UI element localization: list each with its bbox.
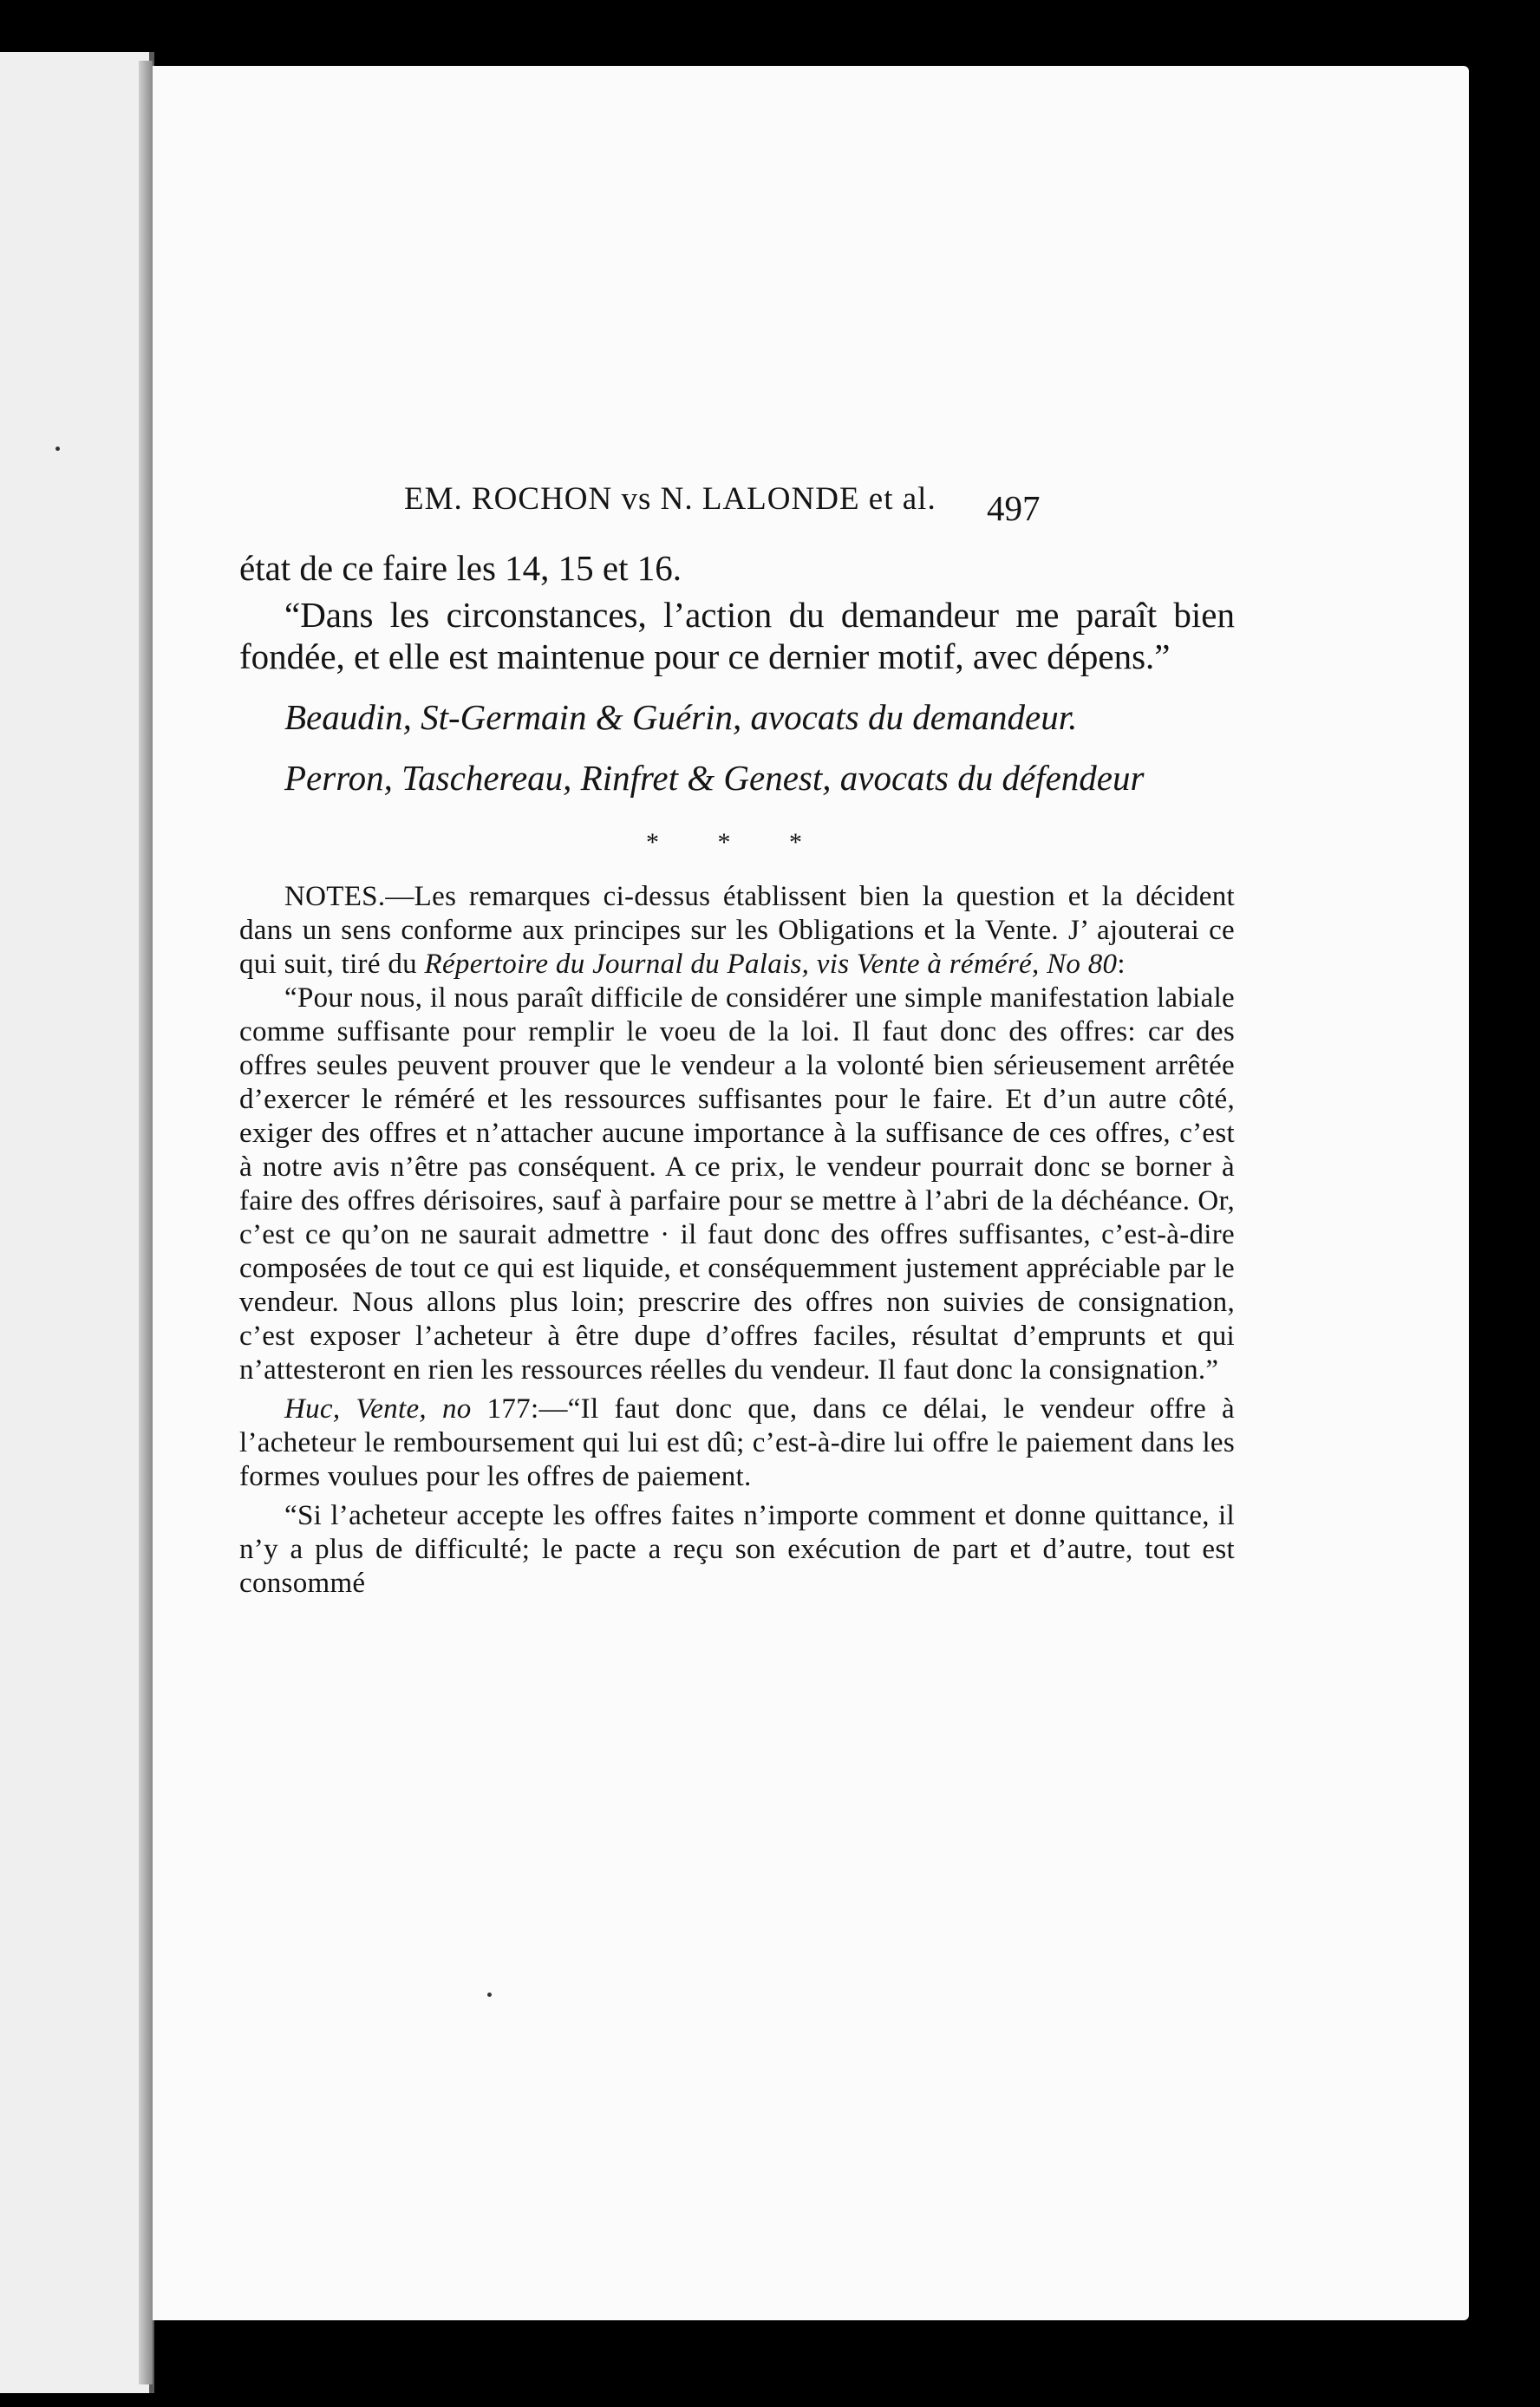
- page-header: [153, 480, 1469, 532]
- notes-paragraph: [239, 880, 1235, 982]
- paragraph-judgment-quote: “Dans les circonstances, l’action du demandeur me paraît bien fondée, et elle est maintenue pour ce dernier motif, avec dépens.”: [239, 595, 1235, 676]
- huc-text: 177:—“Il faut donc que, dans ce délai, le vendeur offre à l’acheteur le remboursement qui lui est dû; c’est-à-dire lui offre le paiement dans les formes voulues pour les offres de paiement.: [239, 1393, 1235, 1492]
- final-paragraph: “Si l’acheteur accepte les offres faites n’importe comment et donne quittance, il n’y a plus de difficulté; le pacte a reçu son exécution de part et d’autre, tout est consommé: [239, 1500, 1235, 1599]
- page-number: 497: [987, 488, 1041, 528]
- huc-paragraph: [239, 1393, 1235, 1494]
- dust-speck: [487, 1993, 492, 1997]
- notes-lead: NOTES.—Les remarques ci-dessus établissent bien la question et la décident dans un sens conforme aux principes sur les Obligations et la Vente. J’ ajouterai ce qui suit, tiré du: [239, 881, 1235, 980]
- left-page-edge: [0, 52, 154, 2393]
- book-page: [153, 66, 1469, 2320]
- paragraph-conclusion: état de ce faire les 14, 15 et 16.: [239, 548, 682, 588]
- page-body: [239, 547, 1235, 1601]
- counsel-defendant: Perron, Taschereau, Rinfret & Genest, avocats du défendeur: [284, 758, 1145, 798]
- notes-end: :: [1117, 949, 1126, 980]
- section-separator: * * *: [646, 828, 828, 857]
- page-gutter: [139, 61, 153, 2384]
- dust-speck: [55, 447, 60, 451]
- running-head: EM. ROCHON vs N. LALONDE et al.: [404, 481, 936, 517]
- notes-source: Répertoire du Journal du Palais, vis Vente à réméré, No 80: [424, 949, 1118, 980]
- repertoire-quote: “Pour nous, il nous paraît difficile de considérer une simple manifestation labiale comme suffisante pour remplir le voeu de la loi. Il faut donc des offres: car des offres seules peuvent prouver que le vendeur a la volonté bien sérieusement arrêtée d’exercer le réméré et les ressources suffisantes pour le faire. Et d’un autre côté, exiger des offres et n’attacher aucune importance à la suffisance de ces offres, c’est à notre avis n’être pas conséquent. A ce prix, le vendeur pourrait donc se borner à faire des offres dérisoires, sauf à parfaire pour se mettre à l’abri de la déchéance. Or, c’est ce qu’on ne saurait admettre · il faut donc des offres suffisantes, c’est-à-dire composées de tout ce qui est liquide, et conséquemment justement appréciable par le vendeur. Nous allons plus loin; prescrire des offres non suivies de consignation, c’est exposer l’acheteur à être dupe d’offres faciles, résultat d’emprunts et qui n’attesteront en rien les ressources réelles du vendeur. Il faut donc la consignation.”: [239, 982, 1235, 1386]
- huc-reference: Huc, Vente, no: [284, 1393, 472, 1425]
- counsel-plaintiff: Beaudin, St-Germain & Guérin, avocats du demandeur.: [284, 697, 1078, 737]
